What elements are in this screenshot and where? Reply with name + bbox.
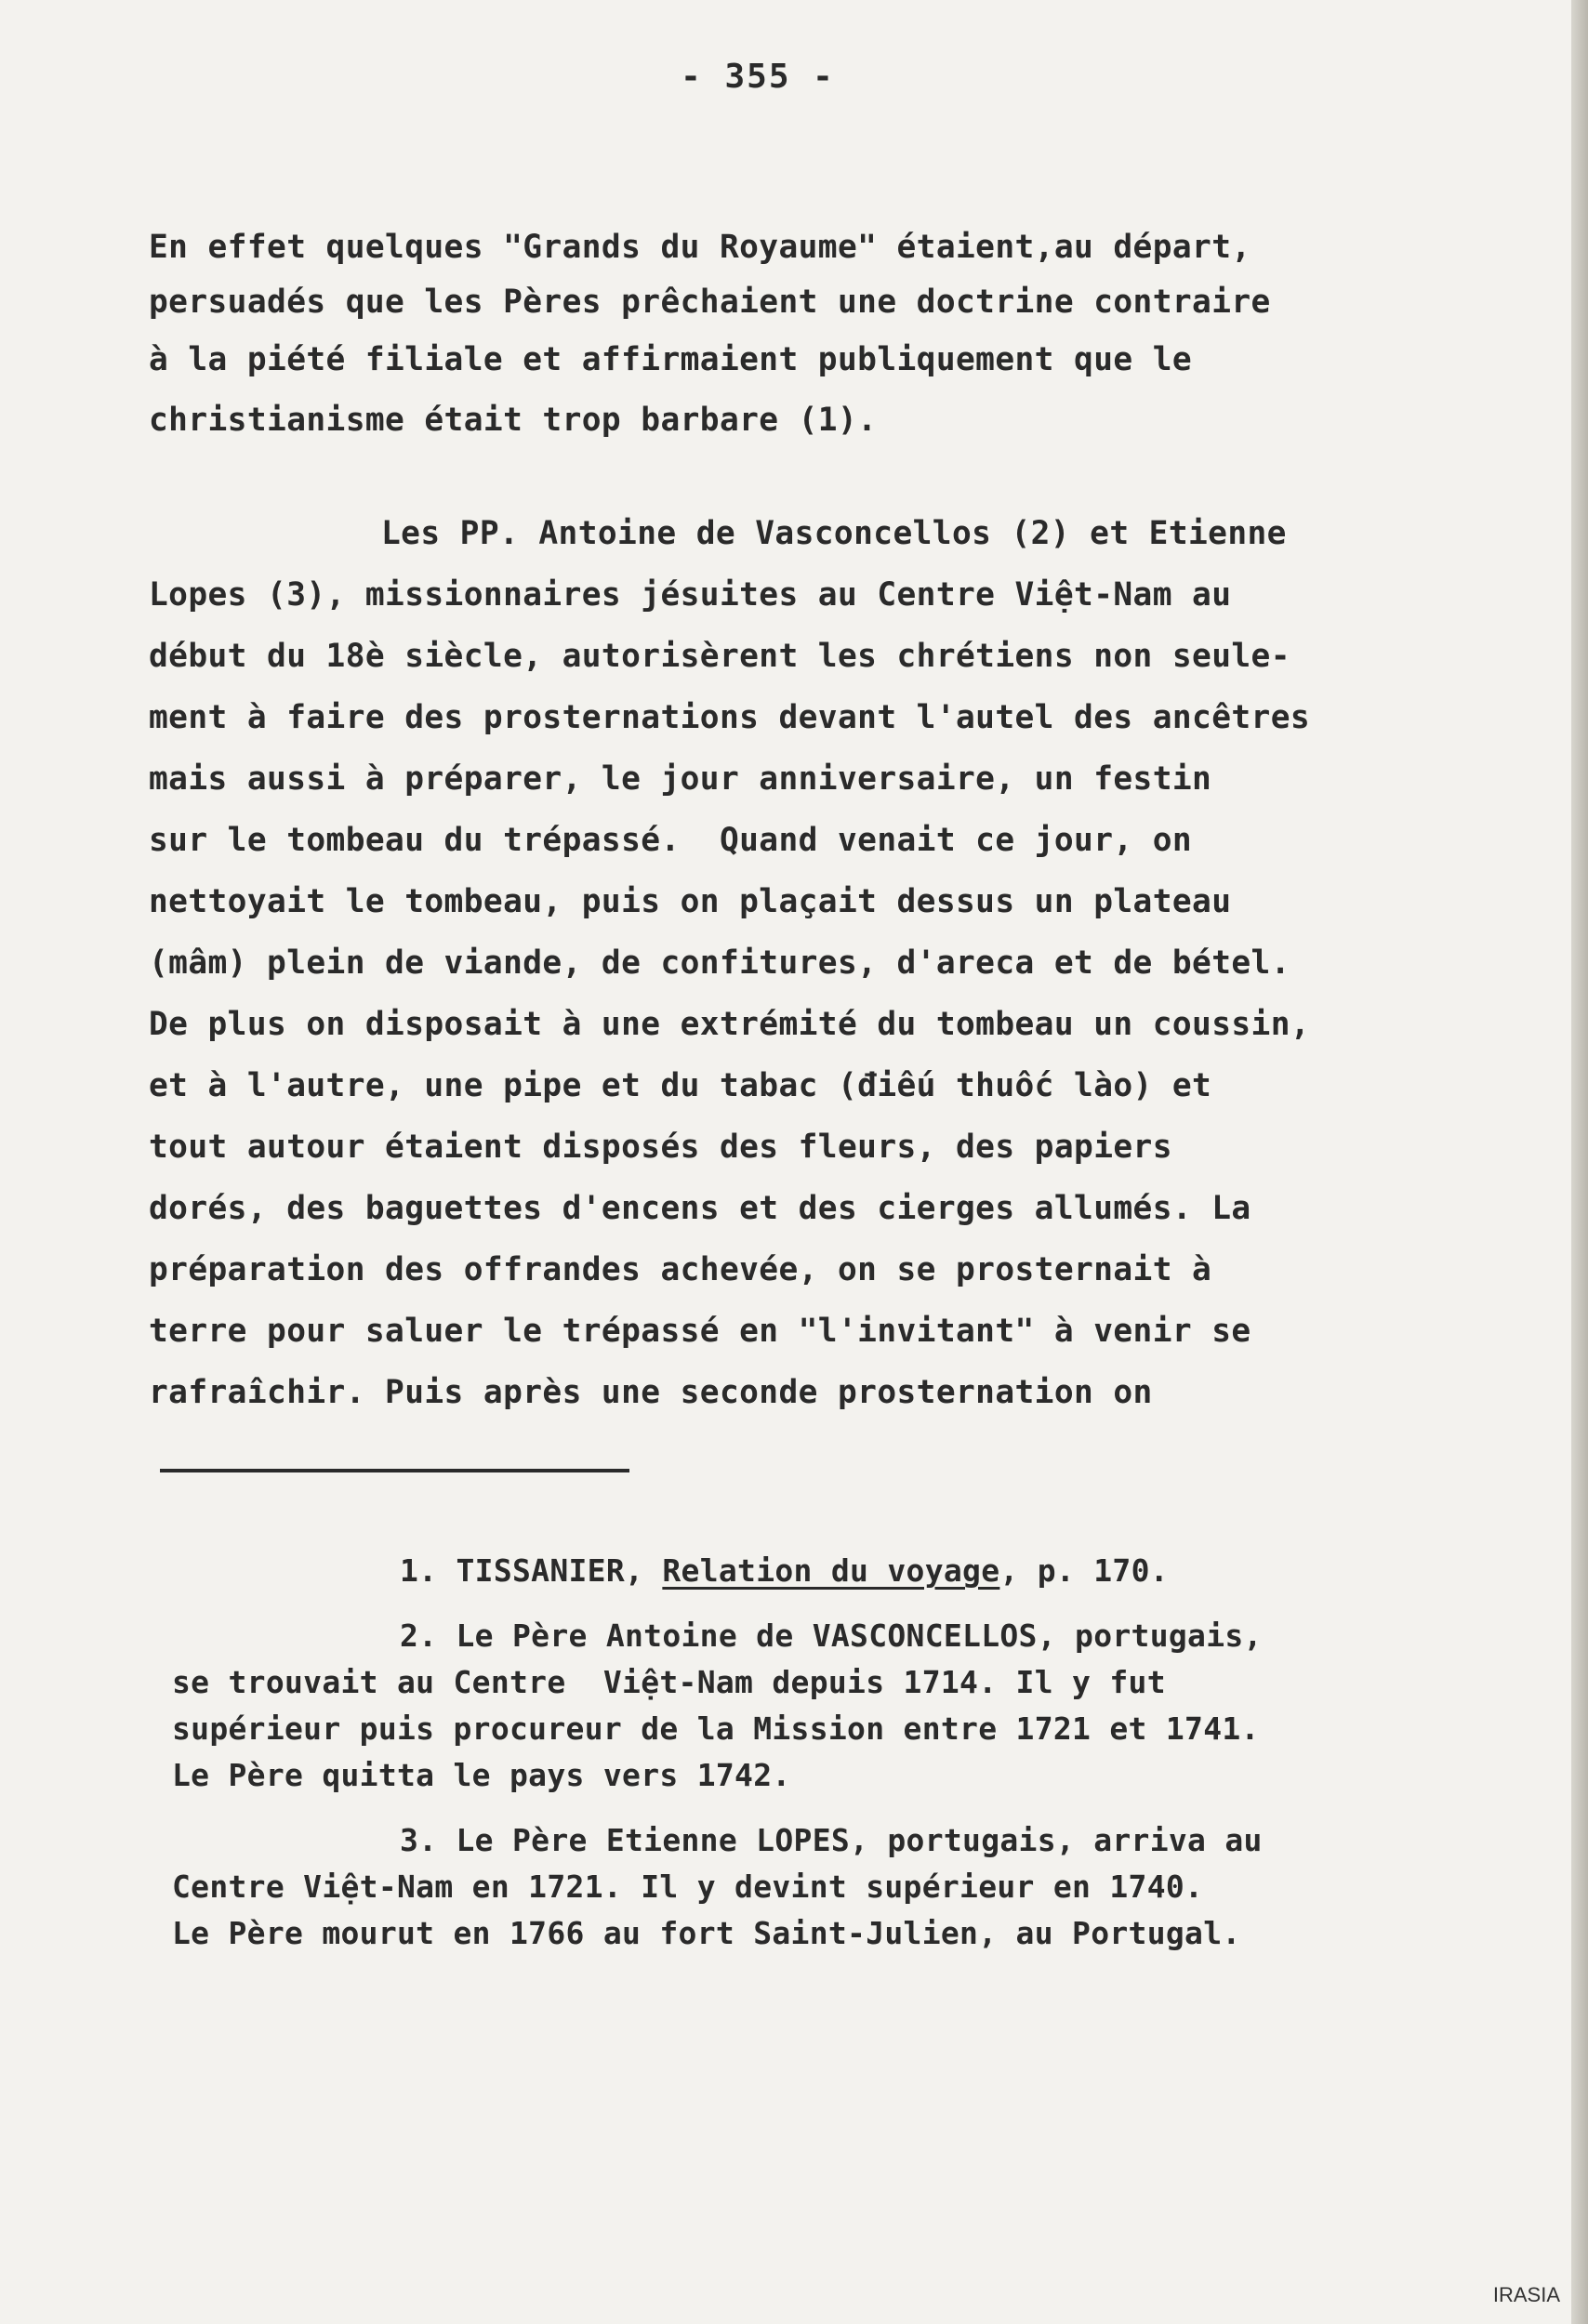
body-line: sur le tombeau du trépassé. Quand venait ce jour, on	[149, 822, 1193, 859]
page-number: - 355 -	[681, 58, 835, 96]
footnote-2-line: se trouvait au Centre Việt-Nam depuis 1714. Il y fut	[172, 1664, 1166, 1700]
body-line: (mâm) plein de viande, de confitures, d'areca et de bétel.	[149, 944, 1290, 982]
credit-label: IRASIA	[1492, 2283, 1560, 2306]
body-line: nettoyait le tombeau, puis on plaçait dessus un plateau	[149, 883, 1232, 920]
body-line: christianisme était trop barbare (1).	[149, 402, 878, 439]
body-line: persuadés que les Pères prêchaient une doctrine contraire	[149, 284, 1271, 321]
footnote-separator	[160, 1469, 629, 1472]
footnote-1-prefix: 1. TISSANIER,	[400, 1552, 663, 1589]
body-line: dorés, des baguettes d'encens et des cierges allumés. La	[149, 1190, 1251, 1227]
body-line: Les PP. Antoine de Vasconcellos (2) et Etienne	[381, 515, 1287, 552]
footnote-3-line: Centre Việt-Nam en 1721. Il y devint supérieur en 1740.	[172, 1868, 1204, 1905]
body-line: à la piété filiale et affirmaient publiquement que le	[149, 341, 1193, 378]
footnote-2-line: supérieur puis procureur de la Mission entre 1721 et 1741.	[172, 1710, 1260, 1747]
body-line: début du 18è siècle, autorisèrent les chrétiens non seule-	[149, 638, 1290, 675]
body-line: ment à faire des prosternations devant l'autel des ancêtres	[149, 699, 1311, 736]
footnote-1-title: Relation du voyage	[662, 1552, 1000, 1589]
body-line: mais aussi à préparer, le jour anniversaire, un festin	[149, 760, 1212, 798]
body-line: préparation des offrandes achevée, on se prosternait à	[149, 1251, 1212, 1288]
body-line: rafraîchir. Puis après une seconde prosternation on	[149, 1374, 1153, 1411]
footnote-1	[400, 1552, 1169, 1589]
body-line: Lopes (3), missionnaires jésuites au Centre Việt-Nam au	[149, 576, 1232, 614]
footnote-1-suffix: , p. 170.	[999, 1552, 1169, 1589]
footnote-2-line: Le Père quitta le pays vers 1742.	[172, 1757, 791, 1793]
footnote-3-line: 3. Le Père Etienne LOPES, portugais, arriva au	[400, 1822, 1263, 1858]
body-line: et à l'autre, une pipe et du tabac (điếu thuốc lào) et	[149, 1067, 1212, 1104]
body-line: De plus on disposait à une extrémité du tombeau un coussin,	[149, 1006, 1311, 1043]
page-edge	[1571, 0, 1588, 2324]
body-line: tout autour étaient disposés des fleurs, des papiers	[149, 1129, 1172, 1166]
footnote-2-line: 2. Le Père Antoine de VASCONCELLOS, portugais,	[400, 1618, 1263, 1654]
body-line: En effet quelques "Grands du Royaume" étaient,au départ,	[149, 229, 1251, 266]
footnote-3-line: Le Père mourut en 1766 au fort Saint-Julien, au Portugal.	[172, 1915, 1241, 1951]
body-line: terre pour saluer le trépassé en "l'invitant" à venir se	[149, 1313, 1251, 1350]
